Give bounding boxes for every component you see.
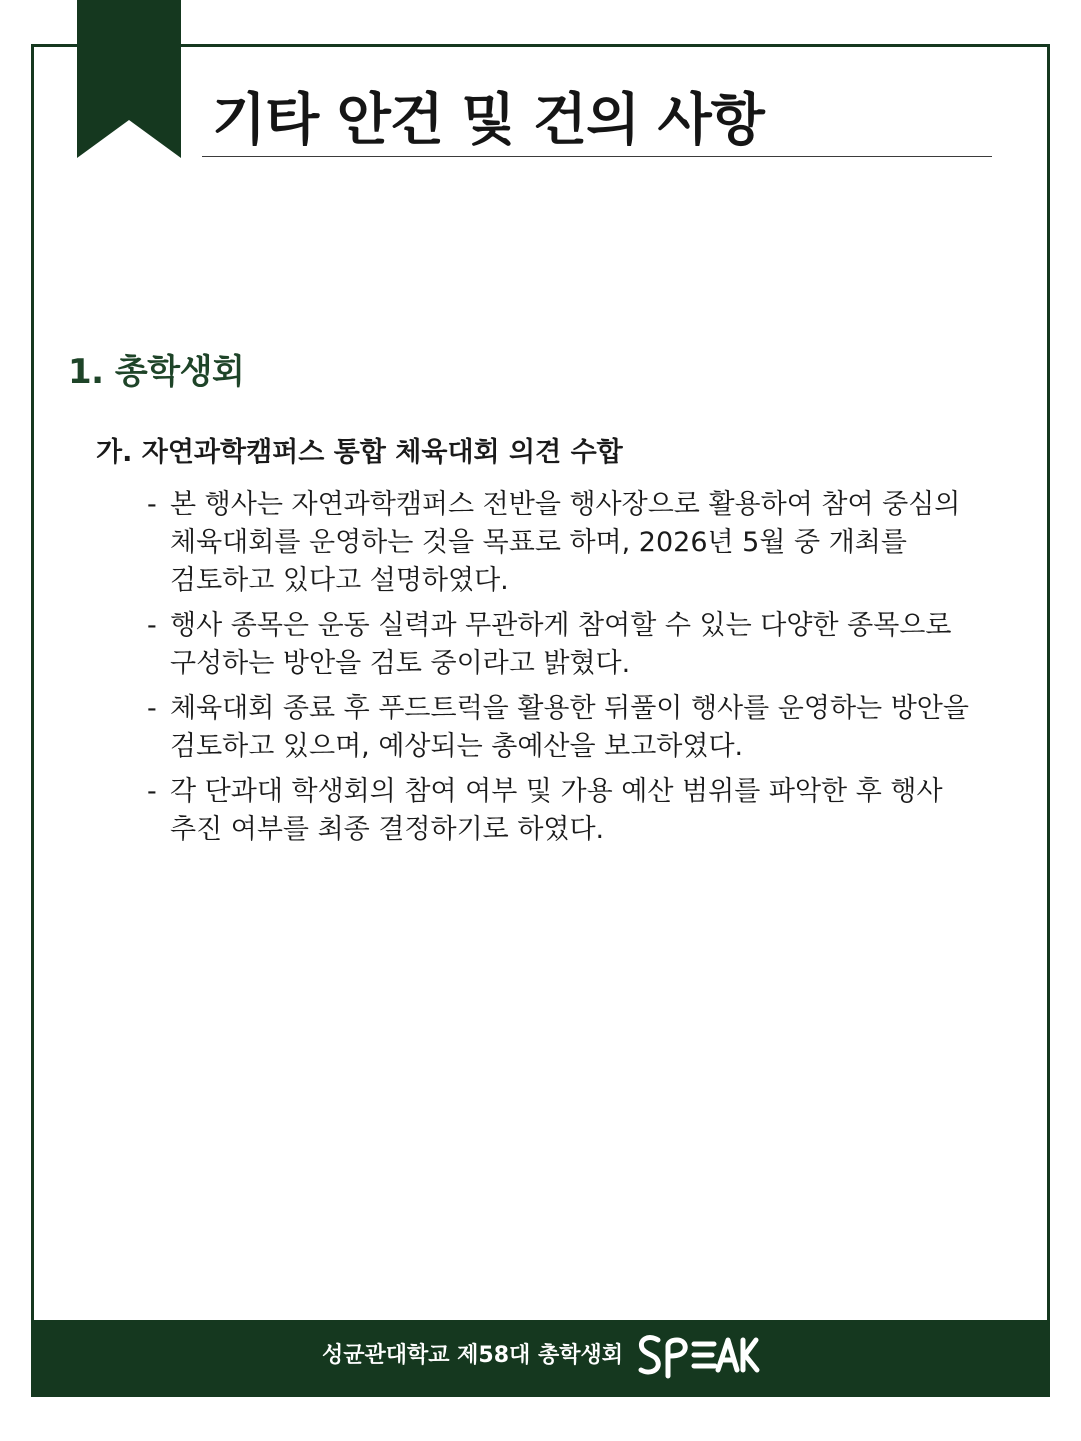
- bullet-line: 각 단과대 학생회의 참여 여부 및 가용 예산 범위를 파악한 후 행사: [170, 776, 943, 807]
- bullet-dash: -: [147, 776, 157, 807]
- agenda-bullet-list: [147, 486, 977, 856]
- page-title: 기타 안건 및 건의 사항: [212, 88, 764, 153]
- bullet-line: 체육대회 종료 후 푸드트럭을 활용한 뒤풀이 행사를 운영하는 방안을: [170, 693, 969, 724]
- section-heading: 1. 총학생회: [68, 352, 245, 392]
- bullet-line: 추진 여부를 최종 결정하기로 하였다.: [170, 814, 605, 845]
- agenda-subheading: 가. 자연과학캠퍼스 통합 체육대회 의견 수합: [96, 437, 623, 468]
- bullet-line: 본 행사는 자연과학캠퍼스 전반을 행사장으로 활용하여 참여 중심의: [170, 489, 961, 520]
- footer-organization: 성균관대학교 제58대 총학생회: [322, 1343, 623, 1368]
- bullet-item: [147, 607, 977, 683]
- bullet-line: 행사 종목은 운동 실력과 무관하게 참여할 수 있는 다양한 종목으로: [170, 610, 952, 641]
- bullet-item: [147, 690, 977, 766]
- bullet-dash: -: [147, 610, 157, 641]
- bullet-line: 구성하는 방안을 검토 중이라고 밝혔다.: [170, 648, 631, 679]
- bullet-item: [147, 486, 977, 600]
- bullet-line: 검토하고 있으며, 예상되는 총예산을 보고하였다.: [170, 731, 744, 762]
- bullet-dash: -: [147, 489, 157, 520]
- speak-logo: [636, 1332, 760, 1380]
- bullet-line: 체육대회를 운영하는 것을 목표로 하며, 2026년 5월 중 개최를: [170, 527, 907, 558]
- bookmark-ribbon-icon: [77, 0, 181, 158]
- bullet-dash: -: [147, 693, 157, 724]
- bullet-item: [147, 773, 977, 849]
- title-divider: [202, 156, 992, 157]
- bullet-line: 검토하고 있다고 설명하였다.: [170, 565, 509, 596]
